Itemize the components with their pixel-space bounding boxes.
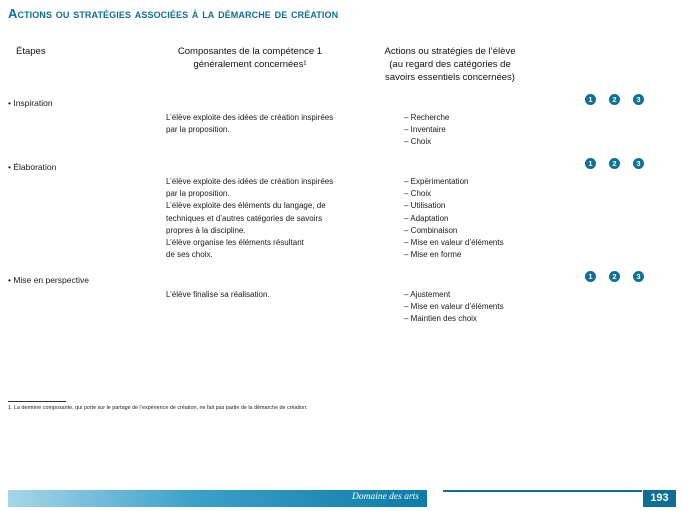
- footer-section-label: Domaine des arts: [351, 492, 419, 502]
- header-components: [155, 45, 345, 71]
- number-circle-icon: 3: [633, 271, 644, 282]
- number-circle-icon: 1: [585, 94, 596, 105]
- component-line: L’élève finalise sa réalisation.: [166, 290, 270, 299]
- action-item: – Mise en valeur d’éléments: [404, 302, 504, 312]
- action-item: – Recherche: [404, 113, 450, 122]
- action-item: – Combinaison: [404, 225, 458, 235]
- number-circle-icon: 1: [585, 271, 596, 282]
- action-item: – Ajustement: [404, 290, 451, 299]
- component-line: L’élève organise les éléments résultant: [166, 238, 304, 248]
- footnote-divider: [8, 401, 66, 402]
- component-line: L’élève exploite des éléments du langage, de: [166, 201, 326, 211]
- component-line: de ses choix.: [166, 250, 213, 260]
- component-line: L’élève exploite des idées de création inspirées: [166, 113, 334, 122]
- header-actions: [360, 45, 540, 84]
- components-text: [166, 112, 333, 136]
- action-item: – Expérimentation: [404, 177, 469, 186]
- component-line: L’élève exploite des idées de création inspirées: [166, 177, 334, 186]
- action-item: – Utilisation: [404, 201, 446, 211]
- header-actions-line3: savoirs essentiels concernées): [385, 72, 515, 83]
- number-circle-icon: 3: [633, 94, 644, 105]
- page-number: 193: [643, 490, 676, 507]
- action-item: – Inventaire: [404, 125, 446, 135]
- action-item: – Adaptation: [404, 213, 449, 223]
- header-actions-line2: (au regard des catégories de: [389, 59, 511, 70]
- actions-list: [404, 176, 504, 261]
- component-line: propres à la discipline.: [166, 225, 246, 235]
- header-actions-line1: Actions ou stratégies de l’élève: [384, 46, 516, 57]
- action-item: – Choix: [404, 189, 432, 199]
- components-text: [166, 176, 333, 261]
- component-line: par la proposition.: [166, 125, 230, 135]
- component-line: techniques et d’autres catégories de savoirs: [166, 213, 323, 223]
- header-etapes: Étapes: [16, 46, 46, 57]
- footer-bar: [8, 490, 427, 507]
- footer-rule: [443, 490, 642, 492]
- number-circle-icon: 3: [633, 158, 644, 169]
- header-components-line2: généralement concernées¹: [193, 59, 307, 70]
- stage-label: • Élaboration: [8, 162, 57, 172]
- component-line: par la proposition.: [166, 189, 230, 199]
- number-circle-icon: 2: [609, 271, 620, 282]
- number-circle-icon: 1: [585, 158, 596, 169]
- stage-label: • Mise en perspective: [8, 275, 89, 285]
- components-text: [166, 289, 270, 301]
- action-item: – Maintien des choix: [404, 314, 477, 324]
- header-components-line1: Composantes de la compétence 1: [177, 46, 323, 57]
- footnote: 1. La dernière composante, qui porte sur le partage de l’expérience de création, ne fait pas partie de la démarche de création.: [8, 405, 308, 411]
- stage-label: • Inspiration: [8, 98, 53, 108]
- number-circle-icon: 2: [609, 94, 620, 105]
- action-item: – Mise en valeur d’éléments: [404, 238, 504, 248]
- action-item: – Mise en forme: [404, 250, 462, 260]
- actions-list: [404, 289, 504, 326]
- number-circle-icon: 2: [609, 158, 620, 169]
- page-title: Actions ou stratégies associées à la démarche de création: [8, 6, 339, 21]
- actions-list: [404, 112, 449, 149]
- action-item: – Choix: [404, 137, 432, 147]
